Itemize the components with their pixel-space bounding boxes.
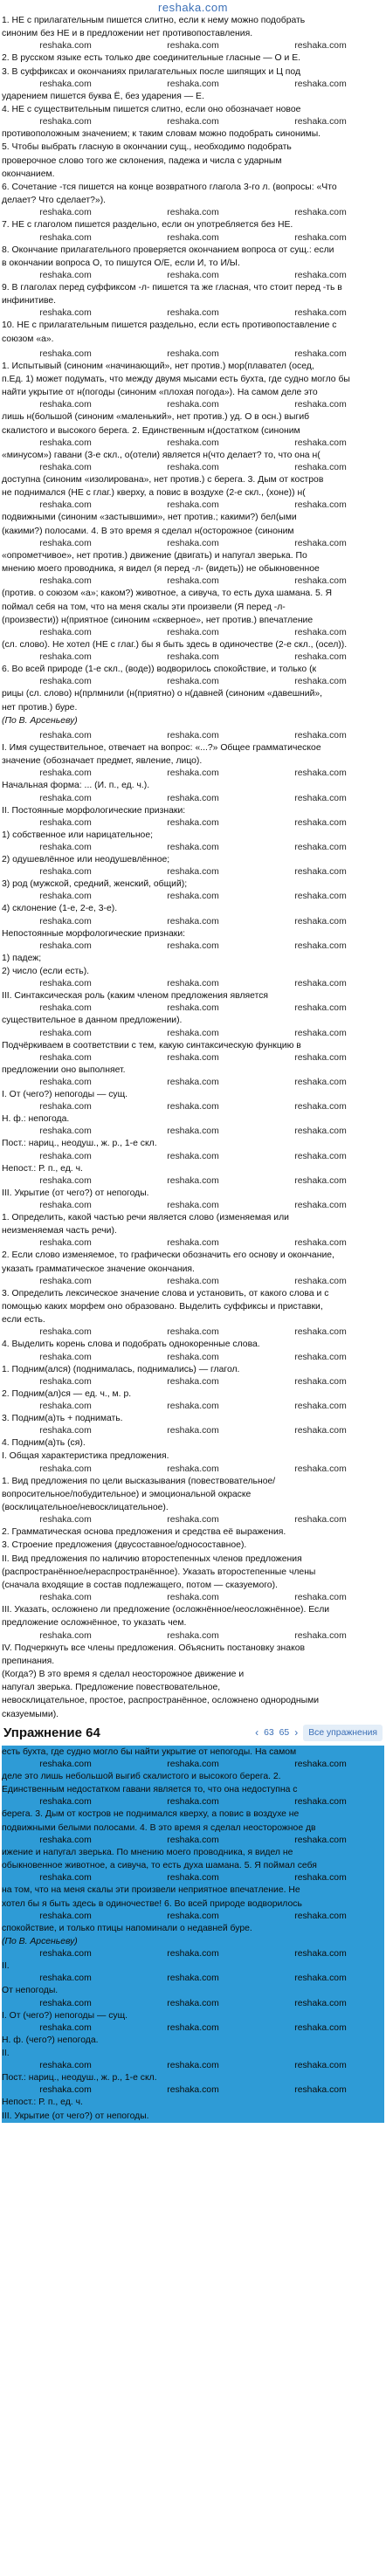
- text-line: невосклицательное, простое, распространённое, осложнено однородными: [2, 1696, 320, 1706]
- watermark-row: reshaka.com reshaka.com reshaka.com: [39, 208, 347, 218]
- text-line: в окончании вопроса О, то пишутся О/Е, если И, то И/Ы.: [2, 258, 240, 268]
- text-line: II.: [2, 2048, 10, 2058]
- watermark-row: reshaka.com reshaka.com reshaka.com: [39, 1126, 347, 1137]
- text-line: нет против.) буре.: [2, 702, 78, 713]
- text-line: Н. ф.: непогода.: [2, 1114, 70, 1125]
- text-line: делает? Что сделает?»).: [2, 196, 107, 206]
- prev-arrow-icon[interactable]: ‹: [255, 1726, 259, 1739]
- text-line: Начальная форма: ... (И. п., ед. ч.).: [2, 781, 150, 791]
- text-line: III. Синтаксическая роль (каким членом предложения является: [2, 991, 269, 1002]
- watermark-row: reshaka.com reshaka.com reshaka.com: [39, 576, 347, 587]
- text-line: противоположным значением; к таким словам можно подобрать синонимы.: [2, 129, 321, 140]
- watermark-row: reshaka.com reshaka.com reshaka.com: [39, 1238, 347, 1249]
- document-body: [0, 14, 386, 2123]
- watermark-row: reshaka.com reshaka.com reshaka.com: [39, 1949, 347, 1960]
- watermark-row: reshaka.com reshaka.com reshaka.com: [39, 1352, 347, 1362]
- watermark-row: reshaka.com reshaka.com reshaka.com: [39, 652, 347, 663]
- watermark-row: reshaka.com reshaka.com reshaka.com: [39, 1402, 347, 1412]
- text-line: 2) одушевлённое или неодушевлённое;: [2, 854, 170, 864]
- prev-exercise-link[interactable]: 63: [264, 1728, 274, 1739]
- text-line: III. Указать, осложнено ли предложение (осложнённое/неосложнённое). Если: [2, 1605, 330, 1615]
- text-line: препинания.: [2, 1656, 55, 1666]
- text-line: хотел бы я быть здесь в одиночестве! 6. Во всей природе водворилось: [2, 1898, 302, 1909]
- watermark-row: reshaka.com reshaka.com reshaka.com: [39, 1873, 347, 1884]
- watermark-row: reshaka.com reshaka.com reshaka.com: [39, 1175, 347, 1186]
- text-line: 4. Подним(а)ть (ся).: [2, 1438, 86, 1449]
- text-line: мнению моего проводника, я видел (я перед -л- (видеть)) не обыкновенное: [2, 564, 320, 575]
- selected-answer-block: [2, 1746, 384, 2123]
- watermark-row: reshaka.com reshaka.com reshaka.com: [39, 1327, 347, 1338]
- text-line: неизменяемая часть речи).: [2, 1226, 117, 1236]
- watermark-row: reshaka.com reshaka.com reshaka.com: [39, 1911, 347, 1921]
- text-line: I. От (чего?) непогоды — сущ.: [2, 2010, 128, 2021]
- text-line: I. Общая характеристика предложения.: [2, 1451, 169, 1462]
- watermark-row: reshaka.com reshaka.com reshaka.com: [39, 892, 347, 902]
- text-line: подвижными (синоним «застывшими», нет против.; какими?) бел(ыми: [2, 513, 297, 523]
- morphology-section: [2, 730, 384, 1721]
- text-line: Пост.: нариц., неодуш., ж. р., 1-е скл.: [2, 1139, 157, 1149]
- watermark-row: reshaka.com reshaka.com reshaka.com: [39, 842, 347, 852]
- text-line: 10. НЕ с прилагательным пишется раздельно, если есть противопоставление с: [2, 320, 337, 331]
- text-line: «минусом») гавани (3-е скл., о(отели) является н(что делает? то, что она н(: [2, 450, 321, 460]
- text-line: не поднимался (НЕ с глаг.) кверху, а повис в воздухе (2-е скл., (хоне)) н(: [2, 488, 306, 499]
- text-line: От непогоды.: [2, 1986, 59, 1996]
- site-logo-text[interactable]: reshaka.com: [158, 0, 228, 14]
- text-line: 3. Определить лексическое значение слова и установить, от какого слова и с: [2, 1288, 329, 1298]
- text-line: (сначала входящие в состав подлежащего, потом — сказуемого).: [2, 1581, 278, 1591]
- watermark-row: reshaka.com reshaka.com reshaka.com: [39, 677, 347, 687]
- text-line: Пост.: нариц., неодуш., ж. р., 1-е скл.: [2, 2073, 157, 2084]
- text-line: I. Имя существительное, отвечает на вопрос: «...?» Общее грамматическое: [2, 742, 321, 753]
- text-line: 7. НЕ с глаголом пишется раздельно, если он употребляется без НЕ.: [2, 220, 293, 231]
- watermark-row: reshaka.com reshaka.com reshaka.com: [39, 627, 347, 637]
- text-line: (против. о союзом «а»; каком?) животное, а сивуча, то есть духа шамана. 5. Я: [2, 589, 333, 599]
- text-line: 8. Окончание прилагательного проверяется окончанием вопроса от сущ.: если: [2, 245, 334, 255]
- text-line: поймал себя на том, что на меня скалы эти произвели (Я перед -л-: [2, 602, 286, 612]
- text-line: 3. Строение предложения (двусоставное/односоставное).: [2, 1540, 247, 1551]
- text-line: скалистого и высокого берега. 2. Единственным н(достатком (синоним: [2, 425, 300, 436]
- text-line: 1. НЕ с прилагательным пишется слитно, если к нему можно подобрать: [2, 16, 306, 25]
- watermark-row: reshaka.com reshaka.com reshaka.com: [39, 793, 347, 803]
- text-line: найти укрытие от н(погоды (синоним «плохая погода»). На самом деле это: [2, 388, 318, 398]
- text-line: доступна (синоним «изолирована», нет против.) с берега. 3. Дым от костров: [2, 475, 324, 486]
- text-line: Единственным недостатком гавани является то, что она недоступна с: [2, 1785, 298, 1795]
- exercise-header-bar: [2, 1723, 384, 1744]
- text-line: союзом «а».: [2, 334, 54, 344]
- text-line: (какими?) полосами. 4. В это время я сделал н(осторожное (синоним: [2, 526, 294, 536]
- watermark-row: reshaka.com reshaka.com reshaka.com: [39, 41, 347, 52]
- text-line: 5. Чтобы выбрать гласную в окончании сущ., необходимо подобрать: [2, 142, 292, 153]
- rules-section: [2, 14, 384, 346]
- text-line: указать грамматическое значение окончания.: [2, 1264, 195, 1274]
- watermark-row: reshaka.com reshaka.com reshaka.com: [39, 1630, 347, 1641]
- text-line: сказуемыми).: [2, 1709, 59, 1719]
- watermark-row: reshaka.com reshaka.com reshaka.com: [39, 463, 347, 473]
- watermark-row: reshaka.com reshaka.com reshaka.com: [39, 2085, 347, 2096]
- text-line: 3. Подним(а)ть + поднимать.: [2, 1414, 123, 1424]
- text-line: (Когда?) В это время я сделал неосторожное движение и: [2, 1670, 245, 1680]
- text-line: 2) число (если есть).: [2, 966, 90, 976]
- annotated-text-section: [2, 348, 384, 727]
- watermark-row: reshaka.com reshaka.com reshaka.com: [39, 2061, 347, 2071]
- site-header[interactable]: [0, 0, 386, 14]
- next-exercise-link[interactable]: 65: [279, 1728, 290, 1739]
- watermark-row: reshaka.com reshaka.com reshaka.com: [39, 1998, 347, 2008]
- watermark-row: reshaka.com reshaka.com reshaka.com: [39, 1973, 347, 1984]
- watermark-row: reshaka.com reshaka.com reshaka.com: [39, 1593, 347, 1603]
- text-line: п.Ед. 1) может подумать, что между двумя мысами есть бухта, где судно могло бы: [2, 375, 350, 385]
- watermark-row: reshaka.com reshaka.com reshaka.com: [39, 400, 347, 410]
- all-exercises-button[interactable]: Все упражнения: [303, 1725, 383, 1741]
- text-line: Непост.: Р. п., ед. ч.: [2, 1163, 83, 1174]
- text-line: берега. 3. Дым от костров не поднимался кверху, а повис в воздухе не: [2, 1809, 300, 1820]
- watermark-row: reshaka.com reshaka.com reshaka.com: [39, 1797, 347, 1808]
- watermark-row: reshaka.com reshaka.com reshaka.com: [39, 1028, 347, 1038]
- watermark-row: reshaka.com reshaka.com reshaka.com: [39, 1102, 347, 1112]
- text-line: IV. Подчеркнуть все члены предложения. Объяснить постановку знаков: [2, 1643, 306, 1653]
- text-line: II.: [2, 1961, 10, 1972]
- text-line: ударением пишется буква Ё, без ударения — Е.: [2, 91, 204, 101]
- watermark-row: reshaka.com reshaka.com reshaka.com: [39, 1835, 347, 1845]
- watermark-row: reshaka.com reshaka.com reshaka.com: [39, 1760, 347, 1770]
- text-line: (произвести)) н(приятное (синоним «скверное», нет против.) впечатление: [2, 615, 314, 625]
- text-line: (восклицательное/невосклицательное).: [2, 1503, 169, 1513]
- text-line: I. От (чего?) непогоды — сущ.: [2, 1089, 128, 1099]
- watermark-row: reshaka.com reshaka.com reshaka.com: [39, 979, 347, 989]
- text-line: (распространённое/нераспространённое). Указать второстепенные члены: [2, 1567, 316, 1577]
- text-line: III. Укрытие (от чего?) от непогоды.: [2, 1188, 149, 1198]
- text-line: 1. Испытывый (синоним «начинающий», нет против.) мор(плавател (осед,: [2, 361, 314, 371]
- watermark-row: reshaka.com reshaka.com reshaka.com: [39, 79, 347, 89]
- text-line: (сл. слово). Не хотел (НЕ с глаг.) бы я быть здесь в одиночестве (2-е скл., (осел)).: [2, 639, 348, 650]
- watermark-row: reshaka.com reshaka.com reshaka.com: [39, 500, 347, 511]
- text-line: 2. Подним(ал)ся — ед. ч., м. р.: [2, 1388, 132, 1399]
- text-line: II. Постоянные морфологические признаки:: [2, 805, 186, 816]
- text-line: 1) падеж;: [2, 953, 42, 963]
- text-line: 4) склонение (1-е, 2-е, 3-е).: [2, 904, 118, 914]
- watermark-row: reshaka.com reshaka.com reshaka.com: [39, 1376, 347, 1387]
- watermark-row: reshaka.com reshaka.com reshaka.com: [39, 1052, 347, 1063]
- text-line: есть бухта, где судно могло бы найти укрытие от непогоды. На самом: [2, 1746, 297, 1757]
- watermark-row: reshaka.com reshaka.com reshaka.com: [39, 1426, 347, 1436]
- text-line: 1. Подним(ался) (поднималась, поднимались) — глагол.: [2, 1364, 240, 1374]
- text-line: предложении оно выполняет.: [2, 1064, 126, 1075]
- next-arrow-icon[interactable]: ›: [294, 1726, 299, 1739]
- watermark-row: reshaka.com reshaka.com reshaka.com: [39, 437, 347, 448]
- text-line: проверочное слово того же склонения, падежа и числа с ударным: [2, 155, 282, 166]
- text-line: подвижными белыми полосами. 4. В это время я сделал неосторожное дв: [2, 1822, 316, 1833]
- text-line: Подчёркиваем в соответствии с тем, какую синтаксическую функцию в: [2, 1040, 301, 1050]
- watermark-row: reshaka.com reshaka.com reshaka.com: [39, 1464, 347, 1474]
- text-line: значение (обозначает предмет, явление, лицо).: [2, 756, 203, 767]
- watermark-row: reshaka.com reshaka.com reshaka.com: [39, 2022, 347, 2033]
- watermark-row: reshaka.com reshaka.com reshaka.com: [39, 1151, 347, 1161]
- text-line: вопросительное/побудительное) и эмоциональной окраске: [2, 1489, 252, 1499]
- watermark-row: reshaka.com reshaka.com reshaka.com: [39, 730, 347, 740]
- text-line: окончанием.: [2, 169, 55, 179]
- watermark-row: reshaka.com reshaka.com reshaka.com: [39, 271, 347, 281]
- text-line: существительное в данном предложении).: [2, 1016, 183, 1026]
- watermark-row: reshaka.com reshaka.com reshaka.com: [39, 1077, 347, 1087]
- watermark-row: reshaka.com reshaka.com reshaka.com: [39, 538, 347, 548]
- text-line: Н. ф. (чего?) непогода.: [2, 2035, 99, 2045]
- watermark-row: reshaka.com reshaka.com reshaka.com: [39, 768, 347, 779]
- text-line: ижение и напугал зверька. По мнению моего проводника, я видел не: [2, 1847, 293, 1857]
- watermark-row: reshaka.com reshaka.com reshaka.com: [39, 940, 347, 951]
- text-line: деле это лишь небольшой выгиб скалистого и высокого берега. 2.: [2, 1772, 281, 1782]
- exercise-title: Упражнение 64: [3, 1725, 100, 1741]
- text-line: 2. В русском языке есть только две соединительные гласные — О и Е.: [2, 53, 301, 64]
- text-line: III. Укрытие (от чего?) от непогоды.: [2, 2111, 149, 2121]
- text-line: 1. Определить, какой частью речи является слово (изменяемая или: [2, 1212, 289, 1223]
- text-line: 1. Вид предложения по цели высказывания (повествовательное/: [2, 1476, 276, 1486]
- text-line: 6. Во всей природе (1-е скл., (воде)) водворилось спокойствие, и только (к: [2, 665, 317, 675]
- text-line: 3) род (мужской, средний, женский, общий);: [2, 879, 188, 890]
- text-line: 2. Если слово изменяемое, то графически обозначить его основу и окончание,: [2, 1250, 334, 1261]
- text-line: напугал зверька. Предложение повествовательное,: [2, 1683, 221, 1693]
- exercise-pager: [248, 1723, 384, 1744]
- text-line: предложение осложнённое, то указать чем.: [2, 1618, 187, 1629]
- text-line: спокойствие, и только птицы напоминали о недавней буре.: [2, 1923, 252, 1933]
- text-line: 6. Сочетание -тся пишется на конце возвратного глагола 3-го л. (вопросы: «Что: [2, 183, 337, 193]
- author-credit: (По В. Арсеньеву): [2, 715, 78, 726]
- text-line: помощью каких морфем оно образовано. Выделить суффиксы и приставки,: [2, 1302, 323, 1312]
- text-line: 3. В суффиксах и окончаниях прилагательных после шипящих и Ц под: [2, 66, 301, 77]
- watermark-row: reshaka.com reshaka.com reshaka.com: [39, 817, 347, 828]
- text-line: рицы (сл. слово) н(прлмнили (н(приятно) о н(давней (синоним «давешний»,: [2, 689, 323, 699]
- text-line: на том, что на меня скалы эти произвели неприятное впечатление. Не: [2, 1885, 300, 1896]
- text-line: обыкновенное животное, а сивуча, то есть духа шамана. 5. Я поймал себя: [2, 1861, 317, 1871]
- watermark-row: reshaka.com reshaka.com reshaka.com: [39, 867, 347, 878]
- watermark-row: reshaka.com reshaka.com reshaka.com: [39, 232, 347, 243]
- text-line: 4. Выделить корень слова и подобрать однокоренные слова.: [2, 1340, 260, 1350]
- text-line: Непостоянные морфологические признаки:: [2, 928, 186, 939]
- text-line: если есть.: [2, 1315, 45, 1326]
- watermark-row: reshaka.com reshaka.com reshaka.com: [39, 916, 347, 926]
- text-line: синоним без НЕ и в предложении нет противопоставления.: [2, 29, 253, 39]
- watermark-row: reshaka.com reshaka.com reshaka.com: [39, 1276, 347, 1286]
- text-line: «опрометчивое», нет против.) движение (двигать) и напугал зверька. По: [2, 550, 307, 561]
- watermark-row: reshaka.com reshaka.com reshaka.com: [39, 1200, 347, 1210]
- text-line: лишь н(большой (синоним «маленький», нет против.) уд. О в осн.) выгиб: [2, 412, 310, 423]
- text-line: Непост.: Р. п., ед. ч.: [2, 2097, 83, 2108]
- text-line: 2. Грамматическая основа предложения и средства её выражения.: [2, 1527, 286, 1538]
- text-line: инфинитиве.: [2, 296, 57, 307]
- watermark-row: reshaka.com reshaka.com reshaka.com: [39, 117, 347, 127]
- text-line: 9. В глаголах перед суффиксом -л- пишется та же гласная, что стоит перед -ть в: [2, 283, 342, 293]
- watermark-row: reshaka.com reshaka.com reshaka.com: [39, 1003, 347, 1014]
- author-credit: (По В. Арсеньеву): [2, 1936, 78, 1946]
- text-line: II. Вид предложения по наличию второстепенных членов предложения: [2, 1553, 302, 1564]
- watermark-row: reshaka.com reshaka.com reshaka.com: [39, 348, 347, 359]
- text-line: 4. НЕ с существительным пишется слитно, если оно обозначает новое: [2, 105, 301, 115]
- text-line: 1) собственное или нарицательное;: [2, 830, 154, 840]
- watermark-row: reshaka.com reshaka.com reshaka.com: [39, 308, 347, 319]
- watermark-row: reshaka.com reshaka.com reshaka.com: [39, 1515, 347, 1526]
